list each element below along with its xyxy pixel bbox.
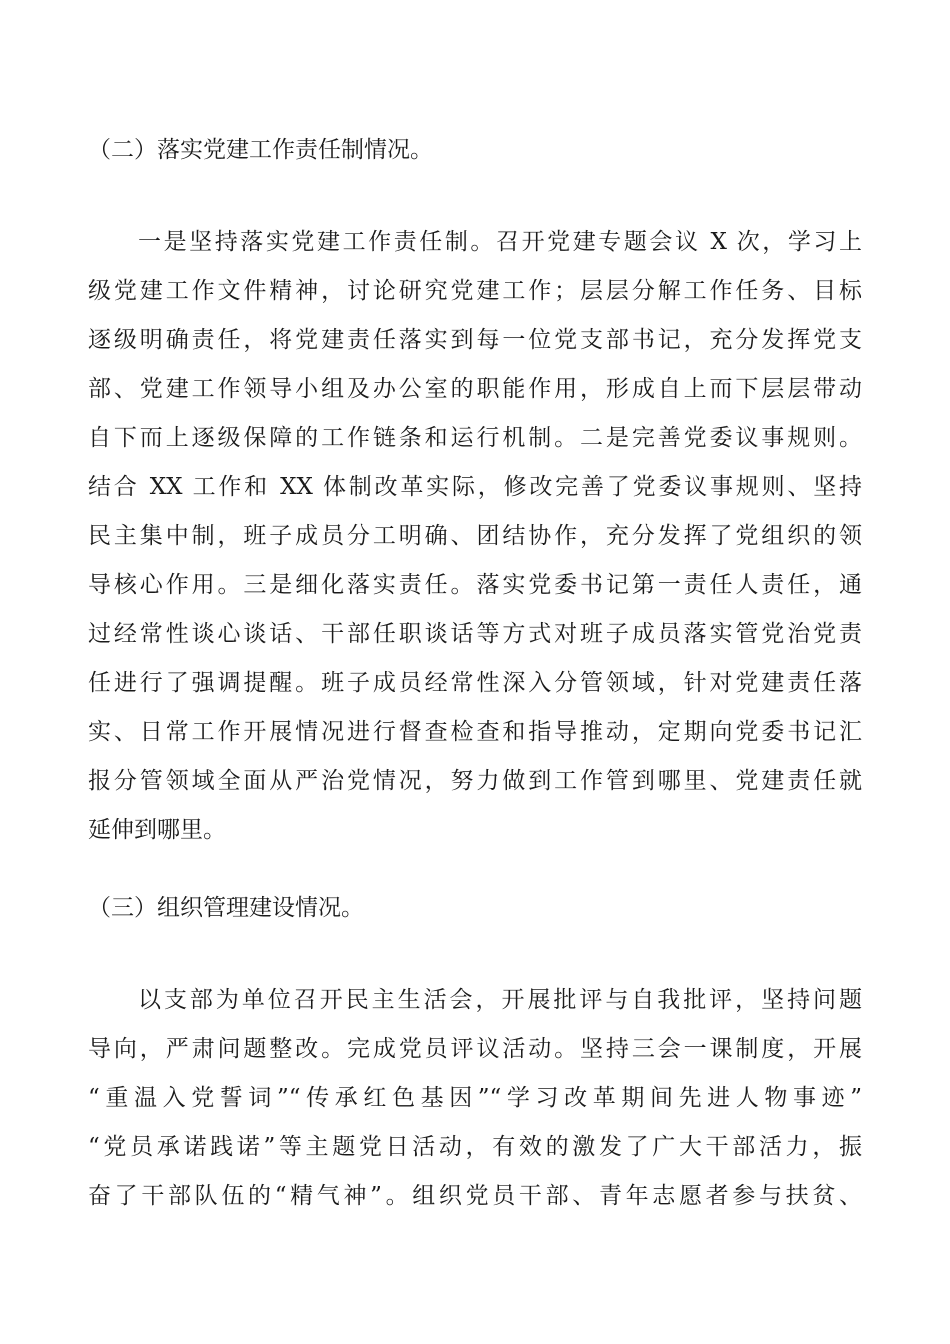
paragraph-line: 过经常性谈心谈话、干部任职谈话等方式对班子成员落实管党治党责: [88, 621, 862, 647]
paragraph-line: 级党建工作文件精神，讨论研究党建工作；层层分解工作任务、目标: [88, 278, 862, 304]
paragraph-line: 实、日常工作开展情况进行督查检查和指导推动，定期向党委书记汇: [88, 719, 862, 745]
paragraph-line: 民主集中制，班子成员分工明确、团结协作，充分发挥了党组织的领: [88, 523, 862, 549]
section-heading-3: （三）组织管理建设情况。: [88, 895, 364, 921]
paragraph-line: 导核心作用。三是细化落实责任。落实党委书记第一责任人责任，通: [88, 572, 862, 598]
paragraph-line: 报分管领域全面从严治党情况，努力做到工作管到哪里、党建责任就: [88, 768, 862, 794]
paragraph-line: 自下而上逐级保障的工作链条和运行机制。二是完善党委议事规则。: [88, 425, 862, 451]
paragraph-line: 导向，严肃问题整改。完成党员评议活动。坚持三会一课制度，开展: [88, 1036, 862, 1062]
section-3-paragraph: [88, 976, 862, 1221]
paragraph-line: 逐级明确责任，将党建责任落实到每一位党支部书记，充分发挥党支: [88, 327, 862, 353]
paragraph-line: 结合 XX 工作和 XX 体制改革实际，修改完善了党委议事规则、坚持: [88, 474, 862, 500]
paragraph-line: 任进行了强调提醒。班子成员经常性深入分管领域，针对党建责任落: [88, 670, 862, 696]
section-2-paragraph: [88, 218, 862, 855]
section-heading-2: （二）落实党建工作责任制情况。: [88, 137, 433, 163]
paragraph-line: 部、党建工作领导小组及办公室的职能作用，形成自上而下层层带动: [88, 376, 862, 402]
paragraph-line: 以支部为单位召开民主生活会，开展批评与自我批评，坚持问题: [138, 987, 862, 1013]
paragraph-line: 奋了干部队伍的“精气神”。组织党员干部、青年志愿者参与扶贫、: [88, 1183, 862, 1209]
paragraph-line: “党员承诺践诺”等主题党日活动，有效的激发了广大干部活力，振: [88, 1134, 862, 1160]
paragraph-line: 一是坚持落实党建工作责任制。召开党建专题会议 X 次，学习上: [138, 229, 862, 255]
paragraph-line: “重温入党誓词”“传承红色基因”“学习改革期间先进人物事迹”: [88, 1085, 862, 1111]
paragraph-line: 延伸到哪里。: [88, 817, 226, 843]
